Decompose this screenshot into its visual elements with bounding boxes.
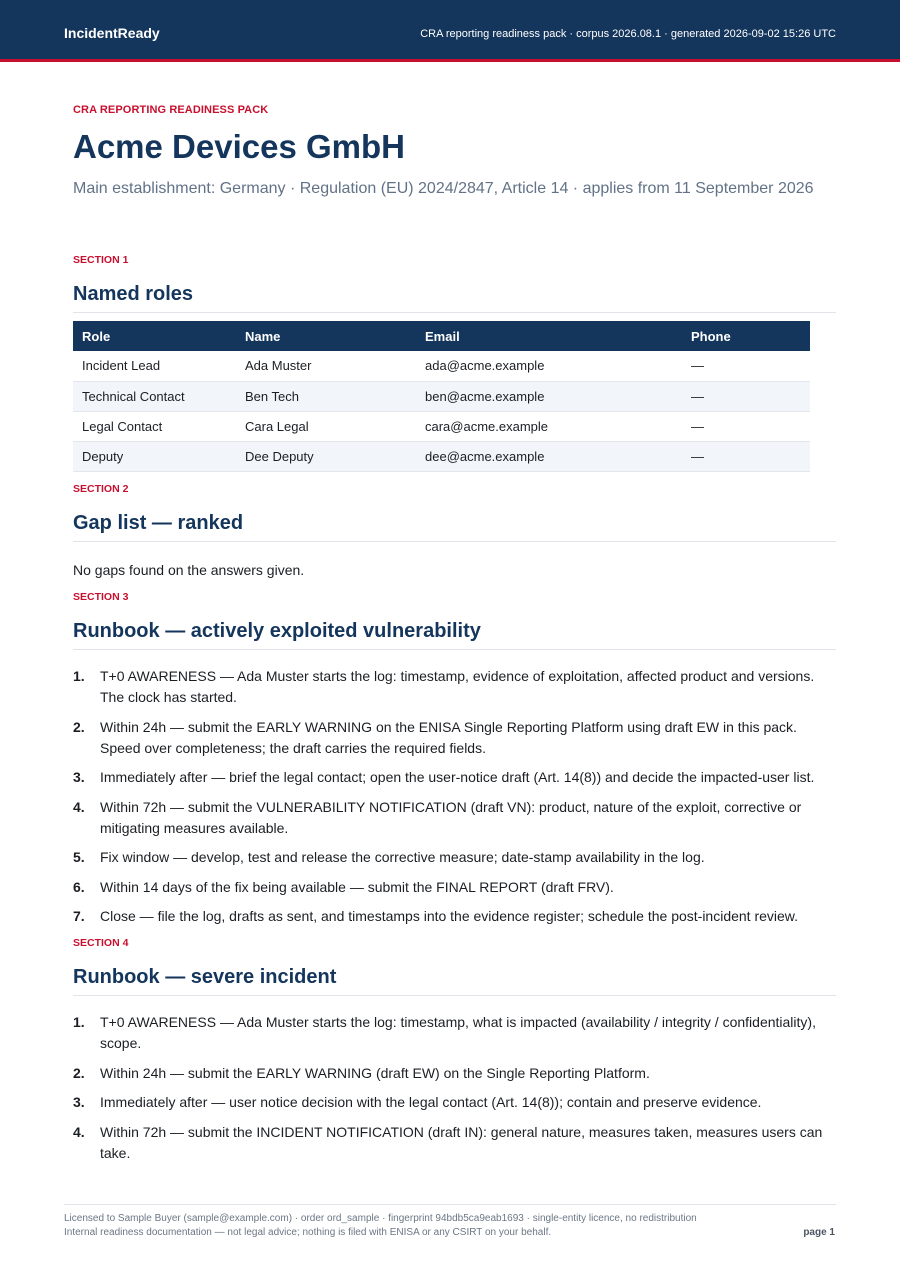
section-1-rule [73,312,836,313]
section-2-title: Gap list — ranked [73,512,244,534]
step-number: 5. [73,849,85,865]
roles-table [73,321,810,472]
step-number: 4. [73,1123,85,1140]
list-item [73,877,833,898]
table-row [73,351,810,381]
list-item [73,717,833,759]
list-item [73,666,833,708]
step-text: Within 72h — submit the INCIDENT NOTIFICATION (draft IN): general nature, measures taken, measures users can take. [100,1123,823,1161]
step-text: Close — file the log, drafts as sent, and timestamps into the evidence register; schedule the post-incident review. [100,908,799,924]
section-1-label: SECTION 1 [73,254,129,266]
step-text: Fix window — develop, test and release the corrective measure; date-stamp availability in the log. [100,849,705,865]
step-number: 3. [73,1094,85,1110]
legal-disclaimer: Internal readiness documentation — not legal advice; nothing is filed with ENISA or any CSIRT on your behalf. [64,1227,552,1238]
exploited-vulnerability-runbook [73,666,833,936]
section-1-title: Named roles [73,283,194,305]
cell-role: Deputy [73,441,236,471]
cell-phone: — [682,441,810,471]
column-header-phone: Phone [682,321,810,351]
list-item [73,797,833,839]
section-4-rule [73,995,836,996]
step-number: 1. [73,668,85,684]
cell-email: ada@acme.example [416,351,682,381]
step-number: 6. [73,878,85,895]
cell-phone: — [682,411,810,441]
step-text: T+0 AWARENESS — Ada Muster starts the log: timestamp, evidence of exploitation, affected product and versions. The clock has started. [100,668,815,705]
cell-email: ben@acme.example [416,381,682,411]
license-notice: Licensed to Sample Buyer (sample@example.com) · order ord_sample · fingerprint 94bdb5ca9eab1693 · single-entity licence, no redistribution [64,1213,697,1224]
section-3-rule [73,649,836,650]
section-3-title: Runbook — actively exploited vulnerability [73,620,481,642]
step-text: T+0 AWARENESS — Ada Muster starts the log: timestamp, what is impacted (availability / integrity / confidentiality), scope. [100,1014,816,1051]
step-text: Immediately after — user notice decision with the legal contact (Art. 14(8)); contain and preserve evidence. [100,1094,762,1110]
header-accent-stripe [0,59,900,62]
cell-name: Dee Deputy [236,441,416,471]
table-header-row [73,321,810,351]
cell-role: Incident Lead [73,351,236,381]
doc-subtitle: Main establishment: Germany · Regulation (EU) 2024/2847, Article 14 · applies from 11 September 2026 [73,180,814,197]
list-item [73,847,833,868]
cell-name: Ben Tech [236,381,416,411]
section-4-label: SECTION 4 [73,937,129,949]
column-header-email: Email [416,321,682,351]
step-text: Within 72h — submit the VULNERABILITY NOTIFICATION (draft VN): product, nature of the exploit, corrective or mitigating measures available. [100,798,802,836]
page-number: page 1 [803,1227,835,1238]
step-text: Within 24h — submit the EARLY WARNING (draft EW) on the Single Reporting Platform. [100,1064,650,1081]
list-item [73,1092,833,1113]
gap-list-empty-text: No gaps found on the answers given. [73,562,305,578]
cell-name: Ada Muster [236,351,416,381]
step-text: Within 24h — submit the EARLY WARNING on the ENISA Single Reporting Platform using draft EW in this pack. Speed over completeness; the draft carries the required fields. [100,718,797,756]
step-number: 4. [73,798,85,815]
step-text: Within 14 days of the fix being available — submit the FINAL REPORT (draft FRV). [100,878,614,895]
step-number: 2. [73,1064,85,1081]
table-row [73,441,810,471]
cell-email: dee@acme.example [416,441,682,471]
footer-rule [64,1204,836,1205]
list-item [73,1122,833,1164]
section-2-label: SECTION 2 [73,483,129,495]
list-item [73,767,833,788]
step-number: 1. [73,1014,85,1030]
section-3-label: SECTION 3 [73,591,129,603]
severe-incident-runbook [73,1012,833,1172]
column-header-role: Role [73,321,236,351]
header-meta: CRA reporting readiness pack · corpus 2026.08.1 · generated 2026-09-02 15:26 UTC [420,28,836,40]
cell-name: Cara Legal [236,411,416,441]
cell-phone: — [682,381,810,411]
cell-email: cara@acme.example [416,411,682,441]
section-4-title: Runbook — severe incident [73,966,337,988]
cell-role: Technical Contact [73,381,236,411]
list-item [73,1063,833,1084]
list-item [73,906,833,927]
company-title: Acme Devices GmbH [73,128,405,165]
step-text: Immediately after — brief the legal contact; open the user-notice draft (Art. 14(8)) and decide the impacted-user list. [100,769,815,785]
table-row [73,381,810,411]
step-number: 7. [73,908,85,924]
table-row [73,411,810,441]
brand-name: IncidentReady [64,25,160,41]
list-item [73,1012,833,1054]
step-number: 3. [73,769,85,785]
cell-phone: — [682,351,810,381]
step-number: 2. [73,718,85,735]
cell-role: Legal Contact [73,411,236,441]
column-header-name: Name [236,321,416,351]
section-2-rule [73,541,836,542]
doc-eyebrow: CRA REPORTING READINESS PACK [73,104,269,116]
